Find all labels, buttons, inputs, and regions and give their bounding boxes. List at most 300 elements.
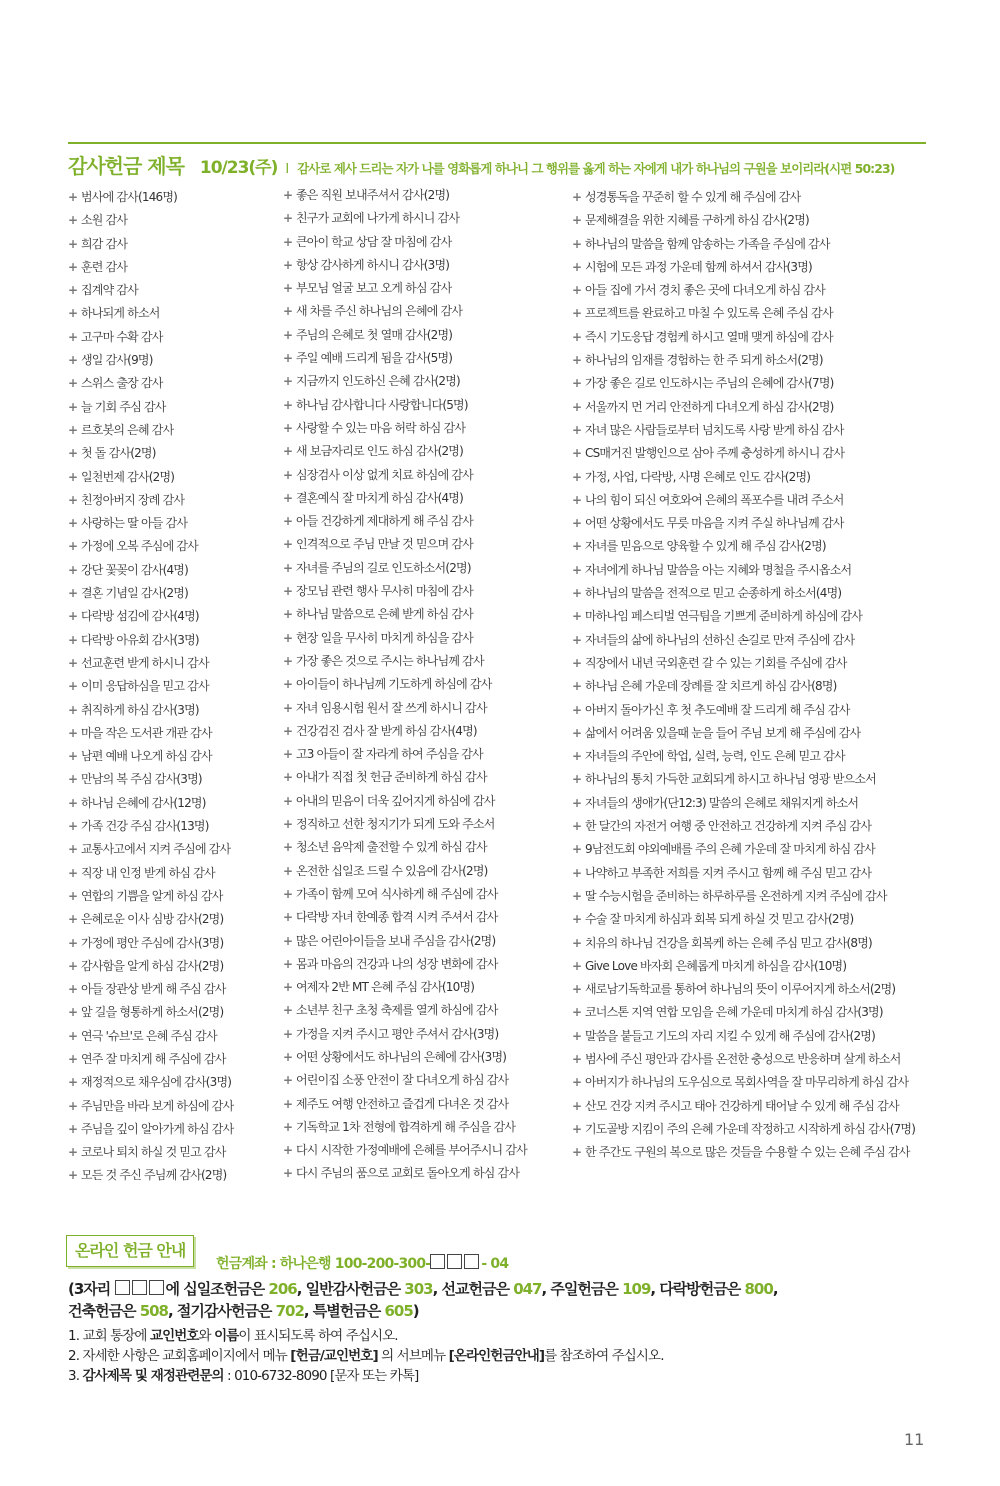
thanksgiving-item: [68, 838, 278, 861]
thanksgiving-item: [283, 1023, 565, 1046]
plus-icon: +: [572, 1005, 582, 1020]
thanksgiving-item: [283, 207, 565, 230]
thanksgiving-item: [283, 790, 565, 813]
thanksgiving-item: [68, 1048, 278, 1071]
plus-icon: +: [572, 632, 582, 647]
thanksgiving-item: [68, 186, 278, 209]
plus-icon: +: [68, 492, 78, 507]
offering-codes: (3자리 에 십일조헌금은 206, 일반감사헌금은 303, 선교헌금은 047, 주일헌금은 109, 다락방헌금은 800, 건축헌금은 508, 절기감사헌금은 702, 특별헌금은 605): [68, 1280, 778, 1320]
thanksgiving-item: [68, 466, 278, 489]
plus-icon: +: [572, 1145, 582, 1160]
thanksgiving-item: [283, 580, 565, 603]
thanksgiving-text: 아버지 돌아가신 후 첫 추도예배 잘 드리게 해 주심 감사: [585, 702, 850, 717]
thanksgiving-text: 다시 주님의 품으로 교회로 돌아오게 하심 감사: [296, 1166, 520, 1181]
plus-icon: +: [283, 980, 293, 995]
thanksgiving-item: [283, 1162, 565, 1185]
thanksgiving-text: 어린이집 소풍 안전이 잘 다녀오게 하심 감사: [296, 1073, 509, 1088]
plus-icon: +: [283, 747, 293, 762]
plus-icon: +: [283, 910, 293, 925]
plus-icon: +: [572, 1075, 582, 1090]
plus-icon: +: [283, 770, 293, 785]
thanksgiving-item: [283, 184, 565, 207]
thanksgiving-text: 시험에 모든 과정 가운데 함께 하셔서 감사(3명): [585, 259, 812, 274]
thanksgiving-item: [283, 673, 565, 696]
thanksgiving-item: [68, 955, 278, 978]
thanksgiving-item: [68, 1141, 278, 1164]
thanksgiving-text: 연주 잘 마치게 해 주심에 감사: [81, 1051, 226, 1066]
thanksgiving-text: 심장검사 이상 없게 치료 하심에 감사: [296, 467, 473, 482]
section-date: 10/23(주): [199, 158, 278, 178]
thanksgiving-text: 가장 좋은 것으로 주시는 하나님께 감사: [296, 653, 484, 668]
thanksgiving-text: 감사함을 알게 하심 감사(2명): [81, 958, 224, 973]
plus-icon: +: [572, 819, 582, 834]
thanksgiving-text: 자녀에게 하나님 말씀을 아는 지혜와 명철을 주시옵소서: [585, 562, 852, 577]
plus-icon: +: [283, 188, 293, 202]
plus-icon: +: [572, 190, 582, 204]
thanksgiving-item: [572, 466, 932, 489]
thanksgiving-text: 소원 감사: [81, 213, 128, 228]
plus-icon: +: [283, 1049, 293, 1064]
thanksgiving-text: 부모님 얼굴 보고 오게 하심 감사: [296, 281, 452, 296]
thanksgiving-text: 취직하게 하심 감사(3명): [81, 702, 199, 717]
thanksgiving-item: [572, 372, 932, 395]
thanksgiving-text: 다락방 아유회 감사(3명): [81, 632, 199, 647]
plus-icon: +: [68, 376, 78, 391]
plus-icon: +: [283, 351, 293, 366]
thanksgiving-item: [283, 650, 565, 673]
thanksgiving-text: 직장 내 인정 받게 하심 감사: [81, 865, 215, 880]
plus-icon: +: [68, 586, 78, 601]
thanksgiving-item: [572, 699, 932, 722]
thanksgiving-item: [283, 487, 565, 510]
thanksgiving-text: 앞 길을 형통하게 하소서(2명): [81, 1005, 224, 1020]
plus-icon: +: [68, 469, 78, 484]
plus-icon: +: [283, 467, 293, 482]
thanksgiving-item: [68, 1025, 278, 1048]
thanksgiving-item: [283, 1093, 565, 1116]
thanksgiving-text: 마을 작은 도서관 개관 감사: [81, 725, 212, 740]
thanksgiving-item: [68, 442, 278, 465]
thanksgiving-text: 고구마 수확 감사: [81, 329, 163, 344]
thanksgiving-text: 범사에 주신 평안과 감사를 온전한 충성으로 반응하며 살게 하소서: [585, 1051, 901, 1066]
thanksgiving-item: [68, 396, 278, 419]
thanksgiving-text: 한 달간의 자전거 여행 중 안전하고 건강하게 지켜 주심 감사: [585, 819, 872, 834]
plus-icon: +: [68, 819, 78, 834]
thanksgiving-text: 프로젝트를 완료하고 마칠 수 있도록 은혜 주심 감사: [585, 306, 833, 321]
scripture-verse: 감사로 제사 드리는 자가 나를 영화롭게 하나니 그 행위를 옳게 하는 자에게 내가 하나님의 구원을 보이리라(시편 50:23): [297, 161, 895, 176]
plus-icon: +: [572, 842, 582, 857]
thanksgiving-text: 하나님의 말씀을 전적으로 믿고 순종하게 하소서(4명): [585, 586, 842, 601]
general-code: 303: [404, 1280, 433, 1298]
plus-icon: +: [283, 700, 293, 715]
plus-icon: +: [283, 607, 293, 622]
thanksgiving-text: 장모님 관련 행사 무사히 마침에 감사: [296, 584, 473, 599]
thanksgiving-item: [68, 512, 278, 535]
plus-icon: +: [68, 888, 78, 903]
thanksgiving-text: 자녀 임용시험 원서 잘 쓰게 하시니 감사: [296, 700, 487, 715]
thanksgiving-item: [68, 326, 278, 349]
thanksgiving-item: [283, 883, 565, 906]
plus-icon: +: [572, 772, 582, 787]
thanksgiving-text: 말씀을 붙들고 기도의 자리 지킬 수 있게 해 주심에 감사(2명): [585, 1028, 875, 1043]
thanksgiving-item: [572, 419, 932, 442]
thanksgiving-text: 사랑하는 딸 아들 감사: [81, 516, 188, 531]
plus-icon: +: [68, 283, 78, 298]
thanksgiving-text: 좋은 직원 보내주셔서 감사(2명): [296, 188, 450, 202]
thanksgiving-text: 자녀를 믿음으로 양육할 수 있게 해 주심 감사(2명): [585, 539, 826, 554]
thanksgiving-text: 은혜로운 이사 심방 감사(2명): [81, 912, 224, 927]
seasonal-code: 702: [275, 1302, 304, 1320]
blank-box: [447, 1254, 462, 1269]
thanksgiving-text: 다락방 자녀 한예종 합격 시켜 주셔서 감사: [296, 910, 498, 925]
thanksgiving-text: 건강검진 검사 잘 받게 하심 감사(4명): [296, 723, 477, 738]
plus-icon: +: [68, 772, 78, 787]
plus-icon: +: [572, 749, 582, 764]
thanksgiving-item: [68, 372, 278, 395]
thanksgiving-text: 교통사고에서 지켜 주심에 감사: [81, 842, 231, 857]
thanksgiving-item: [572, 1001, 932, 1024]
codes-text: 건축헌금은: [68, 1302, 140, 1320]
plus-icon: +: [68, 749, 78, 764]
thanksgiving-text: 다락방 섬김에 감사(4명): [81, 609, 199, 624]
thanksgiving-text: 이미 응답하심을 믿고 감사: [81, 679, 209, 694]
plus-icon: +: [283, 560, 293, 575]
plus-icon: +: [572, 795, 582, 810]
thanksgiving-text: 만남의 복 주심 감사(3명): [81, 772, 202, 787]
thanksgiving-item: [572, 582, 932, 605]
thanksgiving-item: [68, 1118, 278, 1141]
thanksgiving-item: [68, 1071, 278, 1094]
building-code: 508: [139, 1302, 168, 1320]
plus-icon: +: [572, 679, 582, 694]
thanksgiving-item: [283, 976, 565, 999]
plus-icon: +: [283, 1073, 293, 1088]
thanksgiving-item: [572, 1141, 932, 1164]
plus-icon: +: [68, 516, 78, 531]
plus-icon: +: [68, 259, 78, 274]
thanksgiving-item: [283, 347, 565, 370]
thanksgiving-text: 서울까지 먼 거리 안전하게 다녀오게 하심 감사(2명): [585, 399, 834, 414]
plus-icon: +: [572, 982, 582, 997]
thanksgiving-text: 하나님의 통치 가득한 교회되게 하시고 하나님 영광 받으소서: [585, 772, 876, 787]
plus-icon: +: [283, 1143, 293, 1158]
thanksgiving-item: [68, 605, 278, 628]
thanksgiving-text: 항상 감사하게 하시니 감사(3명): [296, 257, 450, 272]
thanksgiving-text: 가장 좋은 길로 인도하시는 주님의 은혜에 감사(7명): [585, 376, 834, 391]
thanksgiving-item: [572, 559, 932, 582]
plus-icon: +: [68, 1075, 78, 1090]
thanksgiving-text: 아버지가 하나님의 도우심으로 목회사역을 잘 마무리하게 하심 감사: [585, 1075, 909, 1090]
top-divider: [68, 142, 926, 144]
thanksgiving-item: [572, 605, 932, 628]
plus-icon: +: [68, 935, 78, 950]
thanksgiving-text: 강단 꽃꽂이 감사(4명): [81, 562, 188, 577]
plus-icon: +: [68, 1145, 78, 1160]
thanksgiving-text: 생일 감사(9명): [81, 353, 153, 368]
thanksgiving-text: 지금까지 인도하신 은혜 감사(2명): [296, 374, 460, 389]
thanksgiving-text: 몸과 마음의 건강과 나의 성장 변화에 감사: [296, 956, 498, 971]
thanksgiving-text: 가정에 평안 주심에 감사(3명): [81, 935, 224, 950]
thanksgiving-text: 스위스 출장 감사: [81, 376, 163, 391]
plus-icon: +: [68, 353, 78, 368]
thanksgiving-text: 르호봇의 은혜 감사: [81, 422, 174, 437]
thanksgiving-item: [68, 1164, 278, 1187]
thanksgiving-text: 딸 수능시험을 준비하는 하루하루를 온전하게 지켜 주심에 감사: [585, 888, 887, 903]
thanksgiving-text: 아이들이 하나님께 기도하게 하심에 감사: [296, 677, 492, 692]
plus-icon: +: [68, 329, 78, 344]
plus-icon: +: [572, 213, 582, 228]
thanksgiving-item: [572, 885, 932, 908]
thanksgiving-item: [68, 233, 278, 256]
thanksgiving-text: 제주도 여행 안전하고 즐겁게 다녀온 것 감사: [296, 1096, 509, 1111]
thanksgiving-text: 어떤 상황에서도 하나님의 은혜에 감사(3명): [296, 1049, 507, 1064]
thanksgiving-text: 가정, 사업, 다락방, 사명 은혜로 인도 감사(2명): [585, 469, 811, 484]
codes-text: , 주일헌금은: [541, 1280, 623, 1298]
thanksgiving-item: [68, 815, 278, 838]
thanksgiving-item: [68, 419, 278, 442]
thanksgiving-item: [572, 512, 932, 535]
thanksgiving-item: [68, 862, 278, 885]
thanksgiving-item: [68, 559, 278, 582]
note-3: 3. 감사제목 및 재정관련문의 : 010-6732-8090 [문자 또는 카톡]: [68, 1368, 419, 1384]
thanksgiving-text: 인격적으로 주님 만날 것 믿으며 감사: [296, 537, 473, 552]
plus-icon: +: [68, 422, 78, 437]
blank-box: [430, 1254, 445, 1269]
thanksgiving-text: 주님을 깊이 알아가게 하심 감사: [81, 1121, 234, 1136]
sunday-code: 109: [622, 1280, 651, 1298]
plus-icon: +: [572, 236, 582, 251]
thanksgiving-item: [283, 510, 565, 533]
plus-icon: +: [283, 956, 293, 971]
thanksgiving-text: 가정을 지켜 주시고 평안 주셔서 감사(3명): [296, 1026, 499, 1041]
plus-icon: +: [283, 1119, 293, 1134]
thanksgiving-text: 소년부 친구 초청 축제를 열게 하심에 감사: [296, 1003, 498, 1018]
plus-icon: +: [68, 562, 78, 577]
plus-icon: +: [283, 863, 293, 878]
thanksgiving-item: [283, 999, 565, 1022]
thanksgiving-item: [572, 722, 932, 745]
plus-icon: +: [283, 793, 293, 808]
thanksgiving-item: [283, 1139, 565, 1162]
thanksgiving-text: 주님의 은혜로 첫 열매 감사(2명): [296, 327, 453, 342]
thanksgiving-text: 고3 아들이 잘 자라게 하여 주심을 감사: [296, 747, 483, 762]
plus-icon: +: [68, 446, 78, 461]
plus-icon: +: [572, 492, 582, 507]
thanksgiving-column-3: [572, 186, 932, 1164]
thanksgiving-text: 9남전도회 야외예배를 주의 은혜 가운데 잘 마치게 하심 감사: [585, 842, 875, 857]
plus-icon: +: [572, 469, 582, 484]
plus-icon: +: [283, 840, 293, 855]
codes-text: ): [412, 1302, 419, 1320]
plus-icon: +: [68, 236, 78, 251]
plus-icon: +: [572, 259, 582, 274]
thanksgiving-text: 새 차를 주신 하나님의 은혜에 감사: [296, 304, 463, 319]
thanksgiving-text: 직장에서 내년 국외훈련 갈 수 있는 기회를 주심에 감사: [585, 655, 847, 670]
thanksgiving-item: [572, 1118, 932, 1141]
plus-icon: +: [572, 935, 582, 950]
thanksgiving-item: [572, 349, 932, 372]
plus-icon: +: [572, 702, 582, 717]
thanksgiving-text: 아들 집에 가서 경치 좋은 곳에 다녀오게 하심 감사: [585, 283, 825, 298]
plus-icon: +: [283, 374, 293, 389]
thanksgiving-item: [283, 394, 565, 417]
thanksgiving-item: [572, 186, 932, 209]
thanksgiving-text: 새 보금자리로 인도 하심 감사(2명): [296, 444, 463, 459]
thanksgiving-item: [283, 720, 565, 743]
thanksgiving-text: 가족 건강 주심 감사(13명): [81, 819, 209, 834]
thanksgiving-text: 아내가 직접 첫 헌금 준비하게 하심 감사: [296, 770, 487, 785]
plus-icon: +: [572, 912, 582, 927]
thanksgiving-item: [283, 1069, 565, 1092]
thanksgiving-text: 아들 장관상 받게 해 주심 감사: [81, 982, 226, 997]
thanksgiving-item: [283, 464, 565, 487]
thanksgiving-text: 나의 힘이 되신 여호와여 은혜의 폭포수를 내려 주소서: [585, 492, 844, 507]
thanksgiving-text: 범사에 감사(146명): [81, 190, 178, 204]
thanksgiving-text: 여제자 2반 MT 은혜 주심 감사(10명): [296, 980, 475, 995]
thanksgiving-column-2: [283, 184, 565, 1186]
plus-icon: +: [283, 304, 293, 319]
thanksgiving-item: [572, 955, 932, 978]
plus-icon: +: [572, 586, 582, 601]
thanksgiving-item: [68, 792, 278, 815]
thanksgiving-item: [68, 722, 278, 745]
plus-icon: +: [572, 353, 582, 368]
plus-icon: +: [572, 655, 582, 670]
thanksgiving-column-1: [68, 186, 278, 1188]
thanksgiving-text: 남편 예배 나오게 하심 감사: [81, 749, 212, 764]
plus-icon: +: [68, 655, 78, 670]
thanksgiving-item: [572, 629, 932, 652]
thanksgiving-item: [283, 324, 565, 347]
plus-icon: +: [68, 982, 78, 997]
thanksgiving-text: 자녀 많은 사람들로부터 넘치도록 사랑 받게 하심 감사: [585, 422, 844, 437]
plus-icon: +: [283, 630, 293, 645]
offering-notes: [68, 1326, 938, 1386]
thanksgiving-text: 하나님 은혜에 감사(12명): [81, 795, 206, 810]
thanksgiving-item: [283, 1046, 565, 1069]
thanksgiving-item: [572, 792, 932, 815]
thanksgiving-item: [68, 209, 278, 232]
plus-icon: +: [68, 865, 78, 880]
thanksgiving-text: 훈련 감사: [81, 259, 128, 274]
plus-icon: +: [572, 609, 582, 624]
tithe-code: 206: [268, 1280, 297, 1298]
thanksgiving-item: [572, 489, 932, 512]
plus-icon: +: [572, 562, 582, 577]
plus-icon: +: [283, 1026, 293, 1041]
plus-icon: +: [68, 1028, 78, 1043]
plus-icon: +: [283, 817, 293, 832]
thanksgiving-text: 즉시 기도응답 경험케 하시고 열매 맺게 하심에 감사: [585, 329, 833, 344]
thanksgiving-text: 현장 일을 무사히 마치게 하심을 감사: [296, 630, 473, 645]
thanksgiving-text: 늘 기회 주심 감사: [81, 399, 166, 414]
thanksgiving-text: 주일 예배 드리게 됨을 감사(5명): [296, 351, 453, 366]
plus-icon: +: [283, 1166, 293, 1181]
thanksgiving-text: 결혼 기념일 감사(2명): [81, 586, 188, 601]
thanksgiving-item: [572, 838, 932, 861]
plus-icon: +: [68, 795, 78, 810]
plus-icon: +: [572, 446, 582, 461]
thanksgiving-item: [572, 1025, 932, 1048]
plus-icon: +: [572, 1051, 582, 1066]
thanksgiving-text: 어떤 상황에서도 무릇 마음을 지켜 주실 하나님께 감사: [585, 516, 844, 531]
thanksgiving-text: 하나님 은혜 가운데 장례를 잘 치르게 하심 감사(8명): [585, 679, 837, 694]
thanksgiving-text: 연극 '슈브'로 은혜 주심 감사: [81, 1028, 217, 1043]
thanksgiving-item: [68, 652, 278, 675]
plus-icon: +: [68, 1051, 78, 1066]
thanksgiving-text: 연합의 기쁨을 알게 하심 감사: [81, 888, 223, 903]
plus-icon: +: [572, 399, 582, 414]
thanksgiving-text: 집계약 감사: [81, 283, 138, 298]
thanksgiving-text: 희감 감사: [81, 236, 128, 251]
mission-code: 047: [513, 1280, 542, 1298]
thanksgiving-item: [572, 1095, 932, 1118]
plus-icon: +: [283, 933, 293, 948]
thanksgiving-item: [572, 932, 932, 955]
thanksgiving-text: 기독학교 1차 전형에 합격하게 해 주심을 감사: [296, 1119, 516, 1134]
thanksgiving-item: [283, 930, 565, 953]
plus-icon: +: [283, 886, 293, 901]
section-title: 감사헌금 제목: [68, 154, 184, 178]
thanksgiving-text: 자녀들의 주안에 학업, 실력, 능력, 인도 은혜 믿고 감사: [585, 749, 845, 764]
thanksgiving-item: [68, 535, 278, 558]
plus-icon: +: [572, 329, 582, 344]
thanksgiving-item: [283, 254, 565, 277]
plus-icon: +: [68, 679, 78, 694]
thanksgiving-item: [68, 745, 278, 768]
blank-box: [115, 1280, 130, 1295]
plus-icon: +: [572, 888, 582, 903]
thanksgiving-item: [572, 675, 932, 698]
blank-box: [149, 1280, 164, 1295]
thanksgiving-item: [572, 745, 932, 768]
thanksgiving-text: 사랑할 수 있는 마음 허락 하심 감사: [296, 420, 466, 435]
thanksgiving-item: [572, 978, 932, 1001]
plus-icon: +: [68, 1121, 78, 1136]
thanksgiving-item: [572, 1071, 932, 1094]
thanksgiving-item: [283, 417, 565, 440]
thanksgiving-item: [283, 697, 565, 720]
thanksgiving-item: [283, 836, 565, 859]
special-code: 605: [384, 1302, 413, 1320]
thanksgiving-item: [283, 533, 565, 556]
thanksgiving-item: [283, 300, 565, 323]
thanksgiving-text: 첫 돌 감사(2명): [81, 446, 156, 461]
thanksgiving-item: [68, 885, 278, 908]
thanksgiving-text: 많은 어린아이들을 보내 주심을 감사(2명): [296, 933, 496, 948]
plus-icon: +: [283, 490, 293, 505]
thanksgiving-item: [283, 370, 565, 393]
thanksgiving-item: [68, 932, 278, 955]
plus-icon: +: [68, 1168, 78, 1183]
thanksgiving-item: [572, 326, 932, 349]
thanksgiving-item: [572, 652, 932, 675]
thanksgiving-text: 하나님의 임재를 경험하는 한 주 되게 하소서(2명): [585, 353, 823, 368]
thanksgiving-text: Give Love 바자회 은혜롭게 마치게 하심을 감사(10명): [585, 958, 847, 973]
plus-icon: +: [68, 958, 78, 973]
thanksgiving-text: 아내의 믿음이 더욱 깊어지게 하심에 감사: [296, 793, 495, 808]
thanksgiving-text: 하나님의 말씀을 함께 암송하는 가족을 주심에 감사: [585, 236, 830, 251]
thanksgiving-item: [283, 603, 565, 626]
thanksgiving-item: [68, 699, 278, 722]
plus-icon: +: [68, 912, 78, 927]
plus-icon: +: [572, 283, 582, 298]
thanksgiving-item: [68, 1095, 278, 1118]
codes-text: , 일반감사헌금은: [296, 1280, 405, 1298]
plus-icon: +: [283, 257, 293, 272]
plus-icon: +: [283, 584, 293, 599]
thanksgiving-text: 일천번제 감사(2명): [81, 469, 175, 484]
